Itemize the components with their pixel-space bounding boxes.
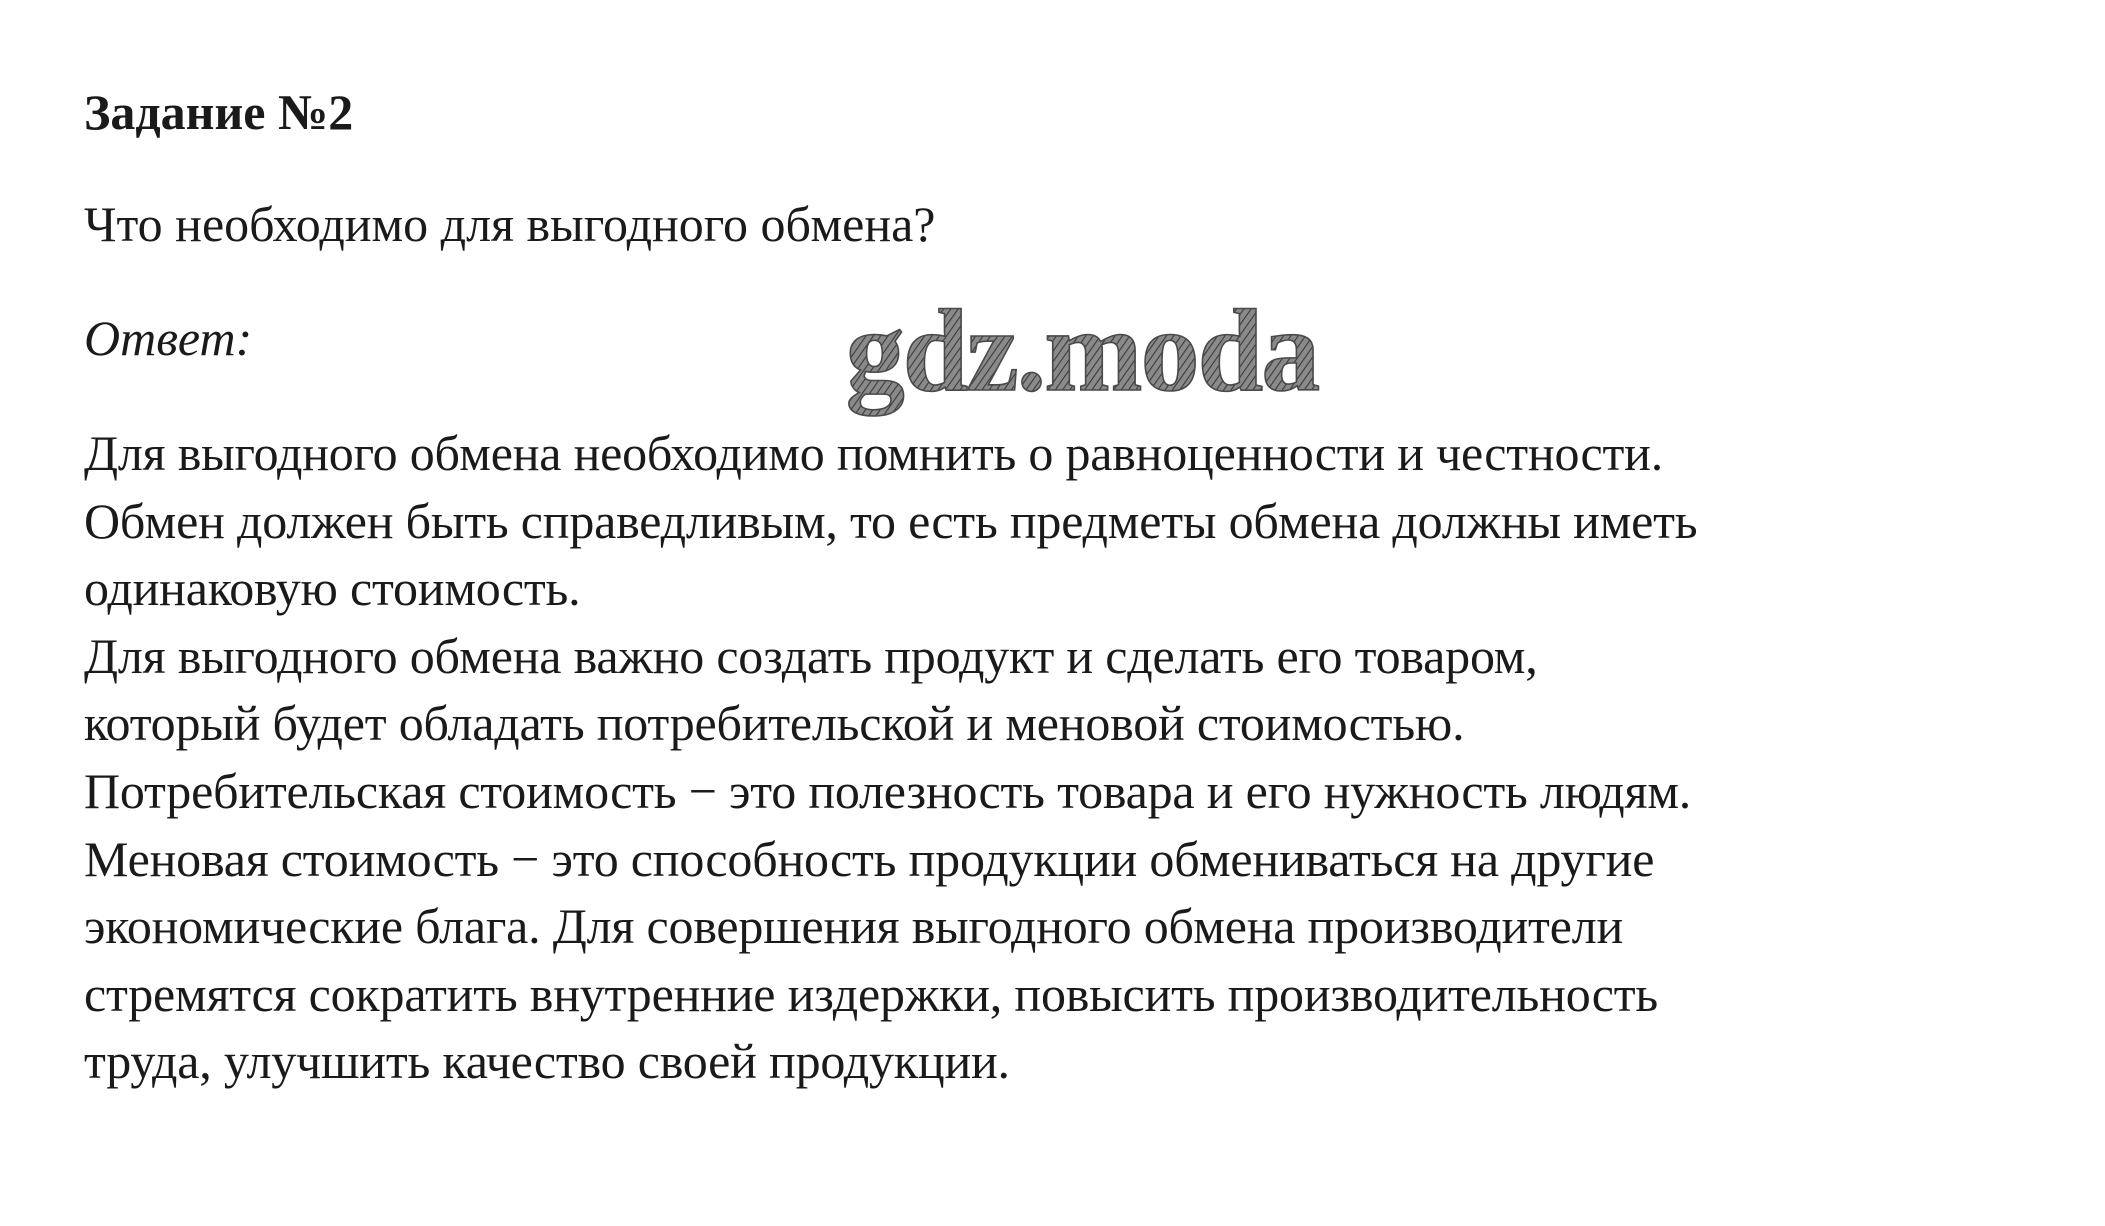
answer-line: Для выгодного обмена важно создать продукт и сделать его товаром, xyxy=(84,627,1538,684)
answer-line: одинаковую стоимость. xyxy=(84,560,581,617)
watermark-logo xyxy=(782,298,1382,438)
answer-line: Обмен должен быть справедливым, то есть предметы обмена должны иметь xyxy=(84,492,1698,549)
answer-line: труда, улучшить качество своей продукции. xyxy=(84,1033,1010,1090)
answer-line: экономические блага. Для совершения выгодного обмена производители xyxy=(84,898,1623,955)
task-question: Что необходимо для выгодного обмена? xyxy=(84,196,936,252)
answer-label: Ответ: xyxy=(84,310,253,366)
answer-line: Для выгодного обмена необходимо помнить о равноценности и честности. xyxy=(84,425,1664,481)
watermark-text: gdz.moda xyxy=(845,298,1319,416)
answer-line: стремятся сократить внутренние издержки, повысить производительность xyxy=(84,965,1658,1022)
answer-text xyxy=(84,420,2084,1096)
answer-line: Меновая стоимость − это способность продукции обмениваться на другие xyxy=(84,830,1655,887)
answer-line: который будет обладать потребительской и меновой стоимостью. xyxy=(84,695,1465,752)
task-title: Задание №2 xyxy=(84,84,354,140)
answer-line: Потребительская стоимость − это полезность товара и его нужность людям. xyxy=(84,762,1692,819)
